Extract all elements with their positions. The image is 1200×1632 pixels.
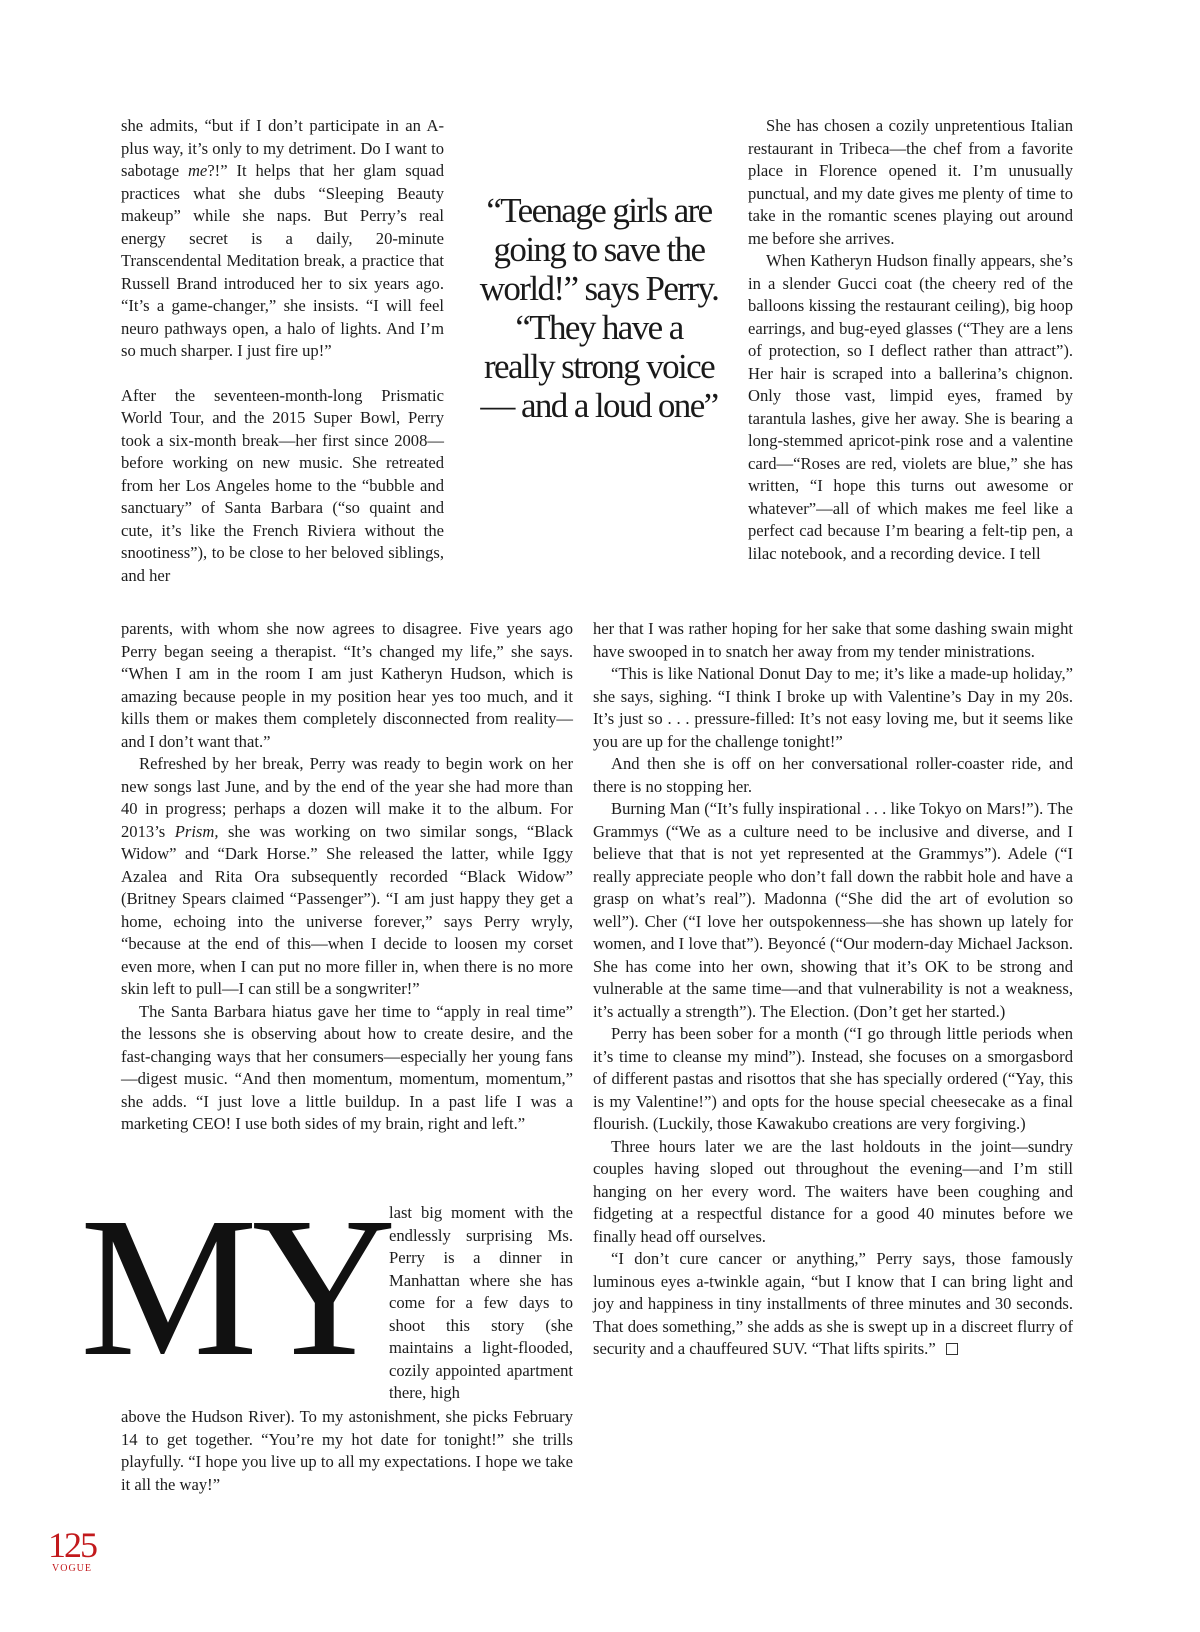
paragraph: When Katheryn Hudson finally appears, she’s in a slender Gucci coat (the cheery red of the balloons kissing the restaurant ceiling), big hoop earrings, and bug-eyed glasses (“They are a lens of protection, so I deflect rather than attract”). Her hair is scraped into a ballerina’s chignon. Only those vast, limpid eyes, framed by tarantula lashes, give her away. She is bearing a long-stemmed apricot-pink rose and a valentine card—“Roses are red, violets are blue,” she has written, “I hope this turns out awesome or whatever”—all of which makes me feel like a perfect cad because I’m bearing a felt-tip pen, a lilac notebook, and a recording device. I tell bbox=[748, 251, 1073, 563]
paragraph: Perry has been sober for a month (“I go through little periods when it’s time to cleanse my mind”). Instead, she focuses on a smorgasbord of different pastas and risottos that she has specially ordered (“Yay, this is my Valentine!”) and opts for the house special cheesecake as a final flourish. (Luckily, those Kawakubo creations are very forgiving.) bbox=[593, 1024, 1073, 1133]
logo-number: 125 bbox=[48, 1525, 96, 1565]
drop-cap: MY bbox=[80, 1177, 391, 1398]
logo-wordmark: VOGUE bbox=[52, 1563, 92, 1574]
paragraph: Burning Man (“It’s fully inspirational . . . like Tokyo on Mars!”). The Grammys (“We as a culture need to be inclusive and diverse, and I believe that that is not yet represented at the Grammys”). Adele (“I really appreciate people who don’t fall down the rabbit hole and have a grasp on what’s real”). Madonna (“She did the art of evolution so well”). Cher (“I love her outspokenness—she has shown up lately for women, and I love that”). Beyoncé (“Our modern-day Michael Jackson. She has come into her own, showing that it’s OK to be strong and vulnerable at the same time—and that vulnerability is not a weakness, it’s actually a strength”). The Election. (Don’t get her started.) bbox=[593, 799, 1073, 1021]
paragraph: She has chosen a cozily unpretentious Italian restaurant in Tribeca—the chef from a favorite place in Florence opened it. I’m unusually punctual, and my date gives me plenty of time to take in the romantic scenes playing out around me before she arrives. bbox=[748, 116, 1073, 248]
right-column-main bbox=[593, 618, 1073, 1361]
left-column-top bbox=[121, 115, 444, 587]
vogue-125-logo bbox=[38, 1526, 106, 1578]
emphasis: me bbox=[187, 161, 208, 180]
paragraph: “I don’t cure cancer or anything,” Perry says, those famously luminous eyes a-twinkle again, “but I know that I can bring light and joy and happiness in tiny installments of three minutes and 30 seconds. That does something,” she adds as she is swept up in a discreet flurry of security and a chauffeured SUV. “That lifts spirits.” bbox=[593, 1249, 1073, 1358]
left-column-main bbox=[121, 618, 573, 1136]
paragraph: Three hours later we are the last holdouts in the joint—sundry couples having sloped out throughout the evening—and I’m still hanging on her every word. The waiters have been coughing and fidgeting at a respectful distance for a good 40 minutes before we finally head off ourselves. bbox=[593, 1136, 1073, 1246]
paragraph: parents, with whom she now agrees to disagree. Five years ago Perry began seeing a therapist. “It’s changed my life,” she says. “When I am in the room I am just Katheryn Hudson, which is amazing because people in my position hear yes too much, and it kills them or makes them completely disconnected from reality—and I don’t want that.” bbox=[121, 619, 573, 751]
paragraph: “This is like National Donut Day to me; it’s like a made-up holiday,” she says, sighing. “I think I broke up with Valentine’s Day in my 20s. It’s just so . . . pressure-filled: It’s not easy loving me, but it seems like you are up for the challenge tonight!” bbox=[593, 664, 1073, 751]
emphasis: Prism, bbox=[174, 821, 219, 841]
right-column-top bbox=[748, 115, 1073, 565]
paragraph: her that I was rather hoping for her sake that some dashing swain might have swooped in to snatch her away from my tender ministrations. bbox=[593, 619, 1073, 661]
drop-cap-text bbox=[389, 1202, 573, 1405]
pull-quote: “Teenage girls are going to save the world!” says Perry. “They have a really strong voice— and a loud one” bbox=[479, 191, 719, 425]
paragraph: Refreshed by her break, Perry was ready to begin work on her new songs last June, and by the end of the year she had more than 40 in progress; perhaps a dozen will make it to the album. For 2013’s Prism, she was working on two similar songs, “Black Widow” and “Dark Horse.” She released the latter, while Iggy Azalea and Rita Ora subsequently recorded “Black Widow” (Britney Spears claimed “Passenger”). “I am just happy they get a home, echoing into the universe forever,” says Perry wryly, “because at the end of this—when I decide to loosen my corset even more, when I can put no more filler in, when there is no more skin left to pull—I can still be a songwriter!” bbox=[121, 754, 573, 998]
paragraph: After the seventeen-month-long Prismatic World Tour, and the 2015 Super Bowl, Perry took a six-month break—her first since 2008—before working on new music. She retreated from her Los Angeles home to the “bubble and sanctuary” of Santa Barbara (“so quaint and cute, it’s like the French Riviera without the snootiness”), to be close to her beloved siblings, and her bbox=[121, 385, 444, 585]
paragraph: And then she is off on her conversational roller-coaster ride, and there is no stopping her. bbox=[593, 754, 1073, 796]
left-column-bottom bbox=[121, 1406, 573, 1496]
paragraph: she admits, “but if I don’t participate in an A-plus way, it’s only to my detriment. Do I want to sabotage me?!” It helps that her glam squad practices what she dubs “Sleeping Beauty makeup” while she naps. But Perry’s real energy secret is a daily, 20-minute Transcendental Meditation break, a practice that Russell Brand introduced her to six years ago. “It’s a game-changer,” she insists. “I will feel neuro pathways open, a halo of lights. And I’m so much sharper. I just fire up!” bbox=[121, 116, 445, 360]
paragraph: last big moment with the endlessly surprising Ms. Perry is a dinner in Manhattan where she has come for a few days to shoot this story (she maintains a light-flooded, cozily appointed apartment there, high bbox=[389, 1203, 573, 1402]
end-mark-icon bbox=[946, 1343, 958, 1355]
paragraph: above the Hudson River). To my astonishment, she picks February 14 to get together. “You’re my hot date for tonight!” she trills playfully. “I hope you live up to all my expectations. I hope we take it all the way!” bbox=[121, 1407, 573, 1494]
paragraph: The Santa Barbara hiatus gave her time to “apply in real time” the lessons she is observing about how to create desire, and the fast-changing ways that her consumers—especially her young fans—digest music. “And then momentum, momentum, momentum,” she adds. “I just love a little buildup. In a past life I was a marketing CEO! I use both sides of my brain, right and left.” bbox=[121, 1001, 573, 1133]
